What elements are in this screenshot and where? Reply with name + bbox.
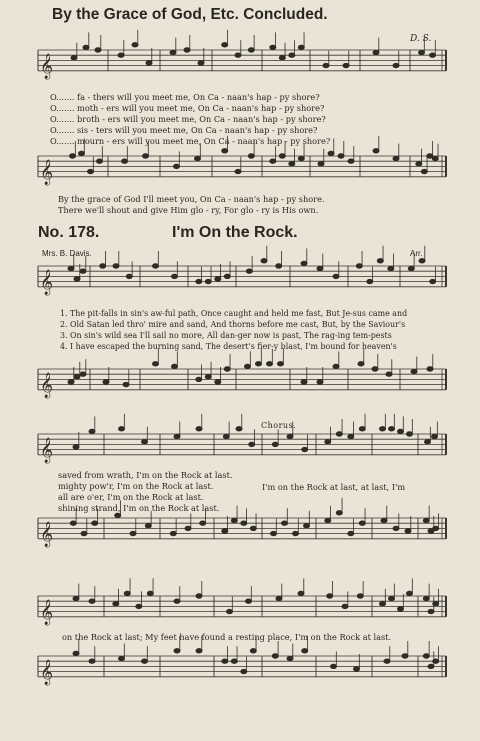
note-head: [74, 277, 80, 281]
note-head: [224, 274, 230, 278]
note-head: [348, 434, 354, 438]
refrain-line: By the grace of God I'll meet you, On Ca - naan's hap - py shore.: [58, 194, 325, 204]
note-head: [184, 48, 190, 52]
note-head: [142, 659, 148, 663]
note-head: [298, 156, 304, 160]
note-head: [174, 164, 180, 168]
note-head: [215, 277, 221, 281]
note-head: [384, 659, 390, 663]
note-head: [231, 659, 237, 663]
note-head: [343, 63, 349, 67]
note-head: [205, 375, 211, 379]
note-head: [342, 604, 348, 608]
note-head: [95, 48, 101, 52]
note-head: [323, 63, 329, 67]
note-head: [132, 43, 138, 47]
note-head: [73, 651, 79, 655]
note-head: [287, 434, 293, 438]
note-head: [235, 169, 241, 173]
note-head: [287, 656, 293, 660]
verse-ending: saved from wrath, I'm on the Rock at last.: [58, 470, 233, 480]
note-head: [246, 269, 252, 273]
note-head: [222, 43, 228, 47]
note-head: [317, 266, 323, 270]
verse-line: 3. On sin's wild sea I'll sail no more, All dan-ger now is past, The rag-ing tem-pests: [60, 331, 392, 340]
note-head: [348, 531, 354, 535]
note-head: [92, 521, 98, 525]
note-head: [145, 524, 151, 528]
note-head: [317, 380, 323, 384]
note-head: [327, 594, 333, 598]
note-head: [97, 159, 103, 163]
note-head: [248, 48, 254, 52]
note-head: [416, 162, 422, 166]
note-head: [372, 367, 378, 371]
note-head: [70, 521, 76, 525]
note-head: [153, 362, 159, 366]
note-head: [196, 649, 202, 653]
note-head: [223, 434, 229, 438]
note-head: [325, 440, 331, 444]
note-head: [421, 169, 427, 173]
verse-line: O....... sis - ters will you meet me, On Ca - naan's hap - py shore?: [50, 125, 318, 135]
ds-mark: D. S.: [410, 34, 432, 44]
note-head: [272, 654, 278, 658]
note-head: [380, 427, 386, 431]
note-head: [119, 656, 125, 660]
note-head: [276, 596, 282, 600]
note-head: [430, 53, 436, 57]
note-head: [119, 427, 125, 431]
note-head: [185, 526, 191, 530]
note-head: [278, 362, 284, 366]
note-head: [377, 259, 383, 263]
note-head: [80, 269, 86, 273]
clef-icon: 𝄞: [40, 53, 54, 79]
note-head: [272, 442, 278, 446]
refrain-line: There we'll shout and give Him glo - ry, For glo - ry is His own.: [58, 205, 319, 215]
note-head: [143, 154, 149, 158]
note-head: [241, 521, 247, 525]
note-head: [248, 154, 254, 158]
note-head: [81, 531, 87, 535]
note-head: [172, 274, 178, 278]
note-head: [271, 531, 277, 535]
note-head: [235, 53, 241, 57]
note-head: [246, 599, 252, 603]
note-head: [298, 591, 304, 595]
note-head: [71, 56, 77, 60]
note-head: [432, 156, 438, 160]
note-head: [261, 259, 267, 263]
note-head: [393, 156, 399, 160]
author-credit: Mrs. B. Davis.: [42, 249, 92, 258]
note-head: [113, 264, 119, 268]
clef-icon: 𝄞: [40, 599, 54, 625]
note-head: [89, 599, 95, 603]
note-head: [215, 380, 221, 384]
note-head: [398, 607, 404, 611]
note-head: [130, 531, 136, 535]
note-head: [70, 154, 76, 158]
note-head: [423, 596, 429, 600]
note-head: [270, 45, 276, 49]
arranger-credit: Arr.: [410, 249, 423, 258]
note-head: [68, 266, 74, 270]
note-head: [358, 362, 364, 366]
note-head: [373, 50, 379, 54]
note-head: [398, 429, 404, 433]
note-head: [80, 372, 86, 376]
note-head: [430, 279, 436, 283]
note-head: [302, 649, 308, 653]
verse-line: O....... mourn - ers will you meet me, On Ca - naan's hap - py shore?: [50, 136, 331, 146]
verse-line: 2. Old Satan led thro' mire and sand, And thorns before me cast, But, by the Saviour's: [60, 320, 406, 329]
note-head: [100, 264, 106, 268]
note-head: [357, 594, 363, 598]
note-head: [354, 667, 360, 671]
note-head: [302, 447, 308, 451]
note-head: [411, 369, 417, 373]
note-head: [222, 529, 228, 533]
note-head: [304, 524, 310, 528]
note-head: [393, 63, 399, 67]
note-head: [428, 609, 434, 613]
note-head: [147, 591, 153, 595]
note-head: [427, 154, 433, 158]
note-head: [336, 511, 342, 515]
verse-line: O....... fa - thers will you meet me, On Ca - naan's hap - py shore?: [50, 92, 320, 102]
note-head: [381, 518, 387, 522]
note-head: [393, 526, 399, 530]
note-head: [195, 156, 201, 160]
note-head: [325, 518, 331, 522]
note-head: [367, 279, 373, 283]
note-head: [222, 659, 228, 663]
note-head: [282, 521, 288, 525]
note-head: [419, 50, 425, 54]
note-head: [380, 602, 386, 606]
clef-icon: 𝄞: [40, 521, 54, 547]
note-head: [407, 432, 413, 436]
chorus-line: I'm on the Rock at last, at last, I'm: [262, 482, 406, 492]
note-head: [153, 264, 159, 268]
note-head: [402, 654, 408, 658]
section-title: By the Grace of God, Etc. Concluded.: [52, 6, 328, 23]
clef-icon: 𝄞: [40, 372, 54, 398]
note-head: [68, 380, 74, 384]
note-head: [289, 162, 295, 166]
note-head: [222, 149, 228, 153]
note-head: [126, 274, 132, 278]
note-head: [428, 664, 434, 668]
note-head: [73, 596, 79, 600]
note-head: [433, 526, 439, 530]
note-head: [289, 53, 295, 57]
note-head: [386, 372, 392, 376]
hymn-number: No. 178.: [38, 224, 100, 241]
note-head: [74, 375, 80, 379]
note-head: [170, 50, 176, 54]
note-head: [88, 169, 94, 173]
note-head: [433, 602, 439, 606]
note-head: [136, 604, 142, 608]
note-head: [227, 609, 233, 613]
note-head: [89, 429, 95, 433]
note-head: [388, 266, 394, 270]
verse-ending: all are o'er, I'm on the Rock at last.: [58, 492, 204, 502]
verse-line: 1. The pit-falls in sin's aw-ful path, Once caught and held me fast, But Je-sus came and: [60, 309, 408, 318]
note-head: [170, 531, 176, 535]
note-head: [142, 440, 148, 444]
note-head: [267, 362, 273, 366]
note-head: [113, 602, 119, 606]
note-head: [338, 154, 344, 158]
note-head: [405, 529, 411, 533]
note-head: [224, 367, 230, 371]
note-head: [301, 380, 307, 384]
clef-icon: 𝄞: [40, 269, 54, 295]
note-head: [89, 659, 95, 663]
note-head: [276, 264, 282, 268]
clef-icon: 𝄞: [40, 659, 54, 685]
note-head: [79, 151, 85, 155]
note-head: [389, 596, 395, 600]
note-head: [122, 159, 128, 163]
note-head: [427, 367, 433, 371]
clef-icon: 𝄞: [40, 437, 54, 463]
note-head: [356, 264, 362, 268]
note-head: [245, 364, 251, 368]
note-head: [198, 61, 204, 65]
note-head: [196, 377, 202, 381]
clef-icon: 𝄞: [40, 159, 54, 185]
hymn-title: I'm On the Rock.: [172, 224, 298, 241]
note-head: [293, 531, 299, 535]
note-head: [174, 599, 180, 603]
note-head: [423, 518, 429, 522]
note-head: [279, 56, 285, 60]
note-head: [241, 669, 247, 673]
note-head: [328, 151, 334, 155]
note-head: [425, 440, 431, 444]
note-head: [124, 591, 130, 595]
verse-line: O....... broth - ers will you meet me, On Ca - naan's hap - py shore?: [50, 114, 326, 124]
note-head: [196, 427, 202, 431]
chorus-line: on the Rock at last; My feet have found a resting place, I'm on the Rock at last.: [62, 632, 392, 642]
note-head: [333, 364, 339, 368]
note-head: [172, 364, 178, 368]
note-head: [249, 442, 255, 446]
note-head: [73, 445, 79, 449]
note-head: [432, 434, 438, 438]
note-head: [205, 279, 211, 283]
chorus-label: Chorus.: [261, 421, 297, 430]
note-head: [200, 521, 206, 525]
note-head: [250, 526, 256, 530]
note-head: [298, 45, 304, 49]
note-head: [256, 362, 262, 366]
note-head: [196, 279, 202, 283]
note-head: [359, 521, 365, 525]
note-head: [301, 261, 307, 265]
note-head: [333, 274, 339, 278]
note-head: [348, 159, 354, 163]
note-head: [231, 518, 237, 522]
note-head: [423, 654, 429, 658]
note-head: [279, 154, 285, 158]
note-head: [408, 266, 414, 270]
note-head: [336, 432, 342, 436]
verse-line: 4. I have escaped the burning sand, The desert's fier-y blast, I'm bound for heaven's: [60, 342, 397, 351]
note-head: [419, 259, 425, 263]
note-head: [250, 649, 256, 653]
note-head: [196, 594, 202, 598]
note-head: [373, 149, 379, 153]
verse-line: O....... moth - ers will you meet me, On Ca - naan's hap - py shore?: [50, 103, 325, 113]
note-head: [174, 434, 180, 438]
note-head: [331, 664, 337, 668]
verse-ending: mighty pow'r, I'm on the Rock at last.: [58, 481, 214, 491]
note-head: [433, 659, 439, 663]
note-head: [118, 53, 124, 57]
note-head: [146, 61, 152, 65]
note-head: [407, 591, 413, 595]
note-head: [103, 380, 109, 384]
note-head: [123, 382, 129, 386]
note-head: [236, 427, 242, 431]
verse-ending: shining strand, I'm on the Rock at last.: [58, 503, 220, 513]
note-head: [270, 159, 276, 163]
note-head: [174, 649, 180, 653]
note-head: [318, 162, 324, 166]
note-head: [359, 427, 365, 431]
note-head: [83, 45, 89, 49]
note-head: [389, 427, 395, 431]
